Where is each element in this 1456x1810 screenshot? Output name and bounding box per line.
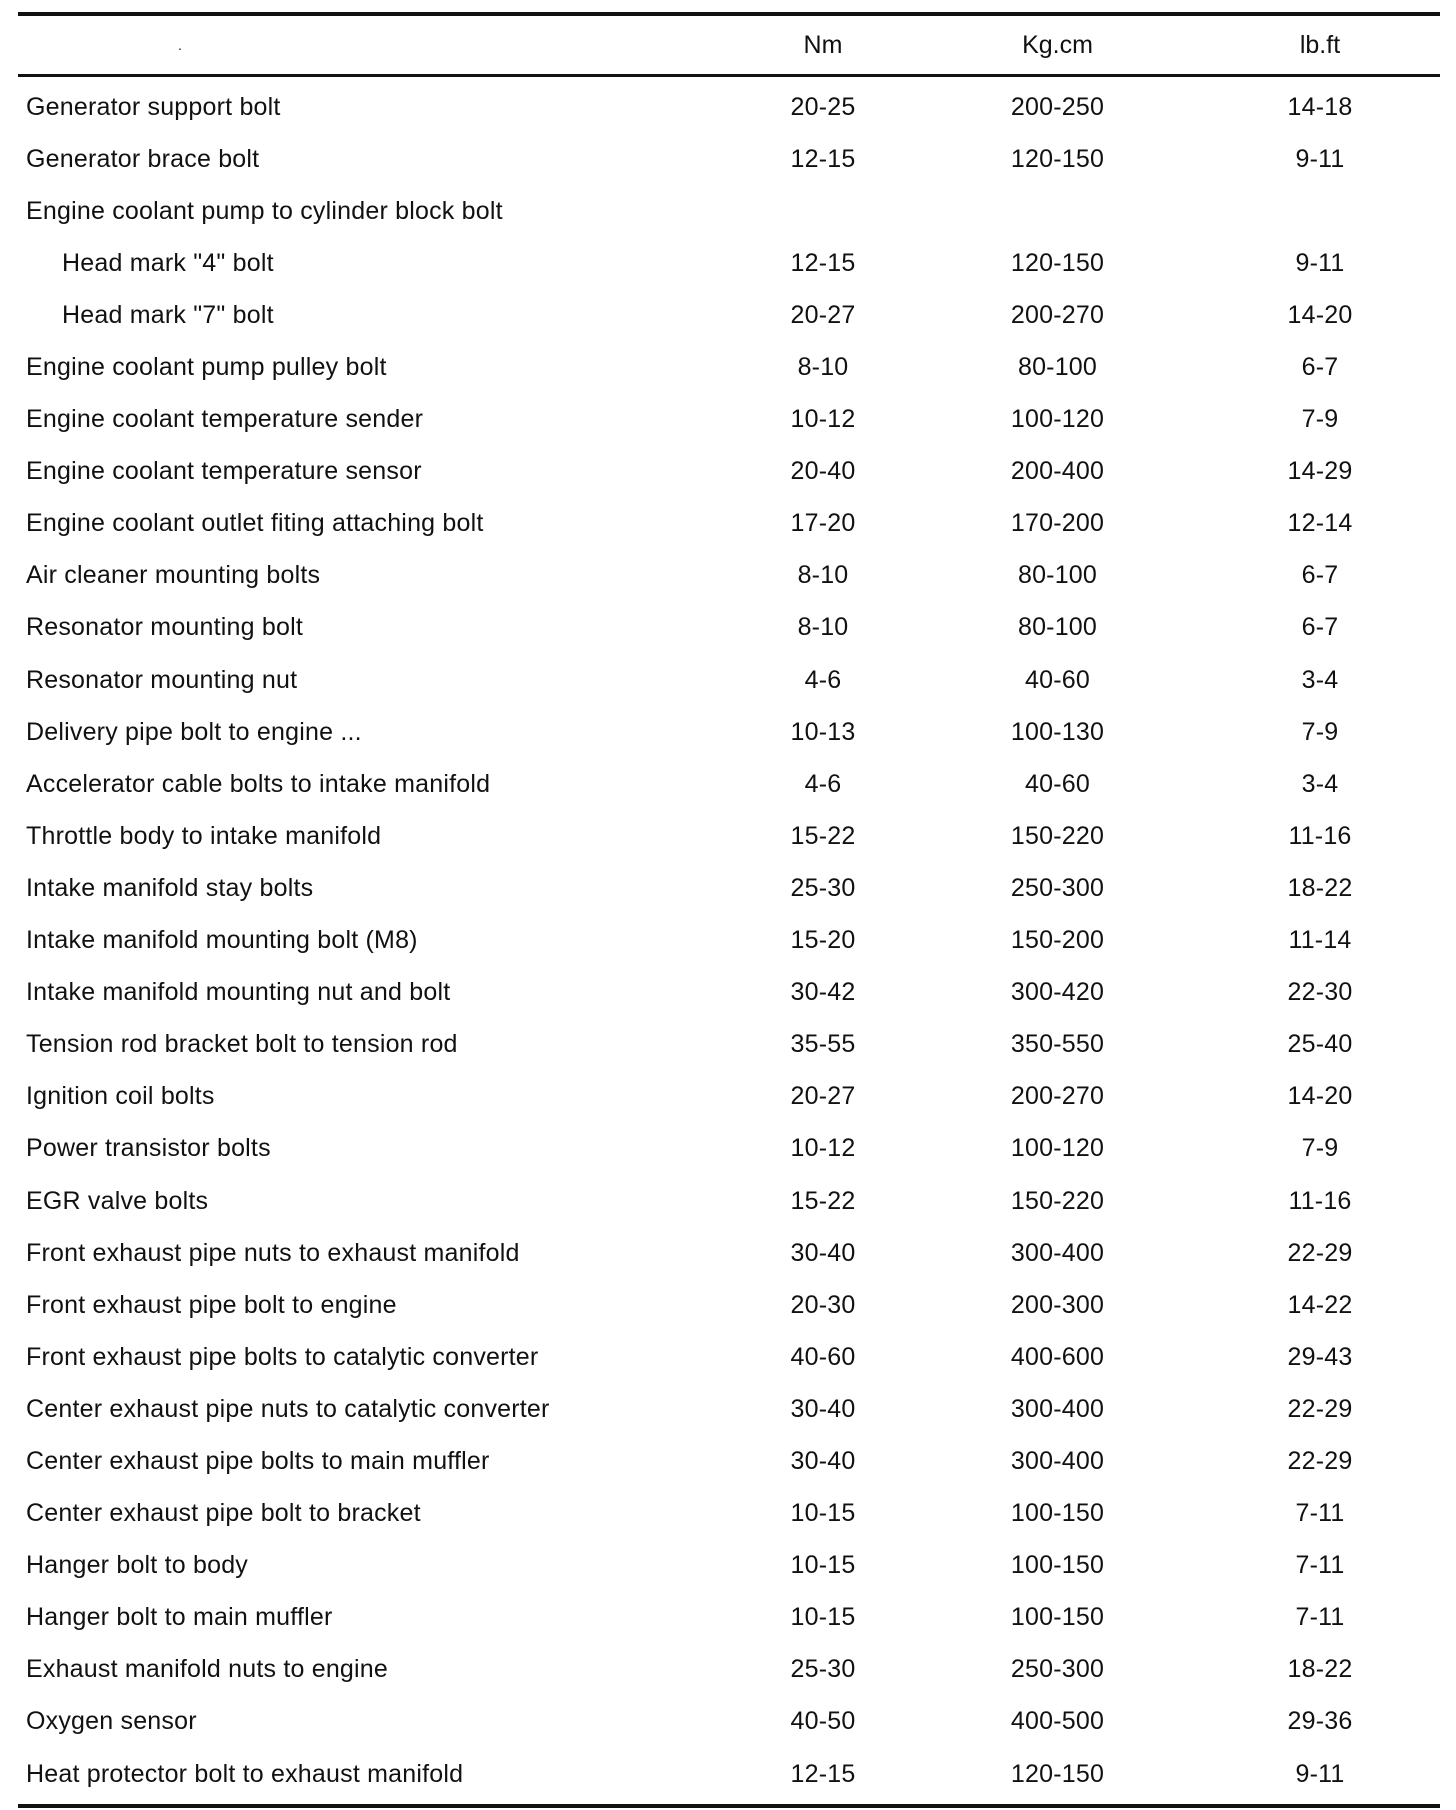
row-label: Intake manifold mounting bolt (M8) xyxy=(26,926,418,955)
value-kgcm: 200-300 xyxy=(1010,1290,1105,1319)
row-label: Center exhaust pipe bolts to main muffler xyxy=(26,1446,490,1475)
row-label: Exhaust manifold nuts to engine xyxy=(26,1655,388,1684)
value-lbft: 6-7 xyxy=(1301,561,1339,590)
table-row xyxy=(18,1435,1440,1487)
value-nm: 20-27 xyxy=(790,300,856,329)
table-row xyxy=(18,1748,1440,1800)
value-nm: 20-27 xyxy=(790,1082,856,1111)
value-nm: 8-10 xyxy=(797,613,849,642)
value-kgcm: 40-60 xyxy=(1025,769,1090,798)
value-nm: 30-42 xyxy=(790,978,856,1007)
value-kgcm: 250-300 xyxy=(1010,873,1105,902)
row-label: Resonator mounting bolt xyxy=(26,613,303,642)
value-lbft: 18-22 xyxy=(1287,1655,1353,1684)
value-nm: 4-6 xyxy=(804,665,842,694)
table-row xyxy=(18,81,1440,133)
value-kgcm: 400-500 xyxy=(1010,1707,1105,1736)
value-nm: 30-40 xyxy=(790,1238,856,1267)
table-row xyxy=(18,1383,1440,1435)
value-lbft: 14-20 xyxy=(1287,300,1353,329)
table-row xyxy=(18,1540,1440,1592)
value-lbft: 7-9 xyxy=(1301,1134,1339,1163)
value-nm: 15-20 xyxy=(790,926,856,955)
table-row xyxy=(18,758,1440,810)
value-lbft: 25-40 xyxy=(1287,1030,1353,1059)
value-lbft: 3-4 xyxy=(1301,769,1339,798)
table-row xyxy=(18,967,1440,1019)
row-label: Hanger bolt to main muffler xyxy=(26,1603,333,1632)
value-kgcm: 300-400 xyxy=(1010,1238,1105,1267)
value-lbft: 22-30 xyxy=(1287,978,1353,1007)
value-kgcm: 200-400 xyxy=(1010,457,1105,486)
row-label: Engine coolant temperature sender xyxy=(26,405,424,434)
value-kgcm: 300-400 xyxy=(1010,1446,1105,1475)
value-nm: 20-40 xyxy=(790,457,856,486)
value-lbft: 14-20 xyxy=(1287,1082,1353,1111)
row-label: Head mark "7" bolt xyxy=(62,300,274,329)
value-kgcm: 80-100 xyxy=(1017,353,1098,382)
value-kgcm: 350-550 xyxy=(1010,1030,1105,1059)
table-row xyxy=(18,862,1440,914)
value-lbft: 11-16 xyxy=(1288,1186,1352,1215)
row-label: Heat protector bolt to exhaust manifold xyxy=(26,1759,464,1788)
header-nm: Nm xyxy=(803,30,843,59)
row-label: Accelerator cable bolts to intake manifold xyxy=(26,769,491,798)
value-nm: 10-15 xyxy=(790,1551,856,1580)
value-kgcm: 100-150 xyxy=(1010,1499,1105,1528)
value-lbft: 7-11 xyxy=(1295,1499,1345,1528)
value-kgcm: 150-220 xyxy=(1010,1186,1105,1215)
value-lbft: 9-11 xyxy=(1295,248,1345,277)
value-nm: 17-20 xyxy=(790,509,856,538)
table-row xyxy=(18,1644,1440,1696)
value-nm: 40-60 xyxy=(790,1342,856,1371)
value-nm: 12-15 xyxy=(790,248,856,277)
row-label: Generator support bolt xyxy=(26,92,281,121)
table-row xyxy=(18,1279,1440,1331)
row-label: Engine coolant outlet fiting attaching bolt xyxy=(26,509,484,538)
value-nm: 40-50 xyxy=(790,1707,856,1736)
value-nm: 8-10 xyxy=(797,353,849,382)
value-kgcm: 100-120 xyxy=(1010,405,1105,434)
value-nm: 25-30 xyxy=(790,1655,856,1684)
value-nm: 10-15 xyxy=(790,1603,856,1632)
row-label: Engine coolant pump pulley bolt xyxy=(26,353,387,382)
value-kgcm: 200-270 xyxy=(1010,1082,1105,1111)
table-row xyxy=(18,1331,1440,1383)
table-row xyxy=(18,446,1440,498)
row-label: Hanger bolt to body xyxy=(26,1551,249,1580)
value-nm: 30-40 xyxy=(790,1446,856,1475)
value-nm: 15-22 xyxy=(790,1186,856,1215)
value-kgcm: 150-200 xyxy=(1010,926,1105,955)
value-nm: 25-30 xyxy=(790,873,856,902)
table-row xyxy=(18,602,1440,654)
table-header xyxy=(18,16,1440,74)
row-label: Intake manifold stay bolts xyxy=(26,873,314,902)
table-row xyxy=(18,289,1440,341)
row-label: Power transistor bolts xyxy=(26,1134,271,1163)
table-row xyxy=(18,394,1440,446)
torque-spec-table xyxy=(18,12,1440,1808)
value-lbft: 9-11 xyxy=(1295,1759,1345,1788)
value-nm: 4-6 xyxy=(804,769,842,798)
value-nm: 30-40 xyxy=(790,1394,856,1423)
table-row xyxy=(18,1696,1440,1748)
row-label: Ignition coil bolts xyxy=(26,1082,215,1111)
value-kgcm: 100-120 xyxy=(1010,1134,1105,1163)
row-label: Intake manifold mounting nut and bolt xyxy=(26,978,451,1007)
value-lbft: 14-22 xyxy=(1287,1290,1353,1319)
value-lbft: 29-43 xyxy=(1287,1342,1353,1371)
table-body xyxy=(18,77,1440,1800)
value-nm: 10-13 xyxy=(790,717,856,746)
value-kgcm: 200-270 xyxy=(1010,300,1105,329)
row-label: Oxygen sensor xyxy=(26,1707,197,1736)
row-label: Engine coolant temperature sensor xyxy=(26,457,422,486)
row-label: Throttle body to intake manifold xyxy=(26,821,382,850)
header-mark: . xyxy=(178,37,182,53)
value-lbft: 22-29 xyxy=(1287,1238,1353,1267)
row-label: Tension rod bracket bolt to tension rod xyxy=(26,1030,458,1059)
value-lbft: 29-36 xyxy=(1287,1707,1353,1736)
value-kgcm: 80-100 xyxy=(1017,613,1098,642)
value-lbft: 12-14 xyxy=(1287,509,1353,538)
value-nm: 10-12 xyxy=(790,1134,856,1163)
value-lbft: 11-14 xyxy=(1288,926,1352,955)
value-lbft: 6-7 xyxy=(1301,613,1339,642)
value-nm: 10-15 xyxy=(790,1499,856,1528)
row-label: Resonator mounting nut xyxy=(26,665,298,694)
row-label: Front exhaust pipe bolts to catalytic converter xyxy=(26,1342,539,1371)
table-row xyxy=(18,1227,1440,1279)
value-lbft: 18-22 xyxy=(1287,873,1353,902)
table-row xyxy=(18,341,1440,393)
table-row xyxy=(18,237,1440,289)
bottom-rule xyxy=(18,1804,1440,1808)
value-kgcm: 170-200 xyxy=(1010,509,1105,538)
row-label: Front exhaust pipe bolt to engine xyxy=(26,1290,397,1319)
value-lbft: 7-11 xyxy=(1295,1603,1345,1632)
value-kgcm: 250-300 xyxy=(1010,1655,1105,1684)
value-lbft: 7-9 xyxy=(1301,717,1339,746)
value-kgcm: 100-130 xyxy=(1010,717,1105,746)
value-nm: 10-12 xyxy=(790,405,856,434)
value-nm: 20-25 xyxy=(790,92,856,121)
row-label: Center exhaust pipe nuts to catalytic converter xyxy=(26,1394,550,1423)
table-row xyxy=(18,810,1440,862)
table-row xyxy=(18,1175,1440,1227)
value-nm: 15-22 xyxy=(790,821,856,850)
row-label: EGR valve bolts xyxy=(26,1186,209,1215)
table-row xyxy=(18,1123,1440,1175)
row-label: Delivery pipe bolt to engine ... xyxy=(26,717,362,746)
header-kgcm: Kg.cm xyxy=(1022,30,1093,59)
value-nm: 12-15 xyxy=(790,1759,856,1788)
table-row xyxy=(18,654,1440,706)
value-kgcm: 120-150 xyxy=(1010,248,1105,277)
value-lbft: 7-11 xyxy=(1295,1551,1345,1580)
value-kgcm: 100-150 xyxy=(1010,1551,1105,1580)
row-label: Front exhaust pipe nuts to exhaust manifold xyxy=(26,1238,520,1267)
value-lbft: 11-16 xyxy=(1288,821,1352,850)
table-row xyxy=(18,1592,1440,1644)
value-lbft: 3-4 xyxy=(1301,665,1339,694)
row-label: Air cleaner mounting bolts xyxy=(26,561,321,590)
header-lbft: lb.ft xyxy=(1299,30,1341,59)
table-row xyxy=(18,185,1440,237)
value-lbft: 9-11 xyxy=(1295,144,1345,173)
value-nm: 8-10 xyxy=(797,561,849,590)
table-row xyxy=(18,706,1440,758)
value-lbft: 6-7 xyxy=(1301,353,1339,382)
value-lbft: 14-18 xyxy=(1287,92,1353,121)
table-row xyxy=(18,915,1440,967)
value-lbft: 22-29 xyxy=(1287,1446,1353,1475)
value-nm: 12-15 xyxy=(790,144,856,173)
value-lbft: 22-29 xyxy=(1287,1394,1353,1423)
table-row xyxy=(18,1019,1440,1071)
table-row xyxy=(18,1071,1440,1123)
row-label: Head mark "4" bolt xyxy=(62,248,274,277)
value-kgcm: 100-150 xyxy=(1010,1603,1105,1632)
value-kgcm: 300-400 xyxy=(1010,1394,1105,1423)
table-row xyxy=(18,550,1440,602)
row-label: Center exhaust pipe bolt to bracket xyxy=(26,1499,421,1528)
value-lbft: 14-29 xyxy=(1287,457,1353,486)
value-kgcm: 120-150 xyxy=(1010,1759,1105,1788)
value-kgcm: 400-600 xyxy=(1010,1342,1105,1371)
value-kgcm: 40-60 xyxy=(1025,665,1090,694)
row-label: Engine coolant pump to cylinder block bolt xyxy=(26,196,503,225)
table-row xyxy=(18,1488,1440,1540)
row-label: Generator brace bolt xyxy=(26,144,260,173)
value-kgcm: 200-250 xyxy=(1010,92,1105,121)
value-kgcm: 120-150 xyxy=(1010,144,1105,173)
value-nm: 35-55 xyxy=(790,1030,856,1059)
table-row xyxy=(18,133,1440,185)
value-lbft: 7-9 xyxy=(1301,405,1339,434)
table-row xyxy=(18,498,1440,550)
value-kgcm: 150-220 xyxy=(1010,821,1105,850)
value-kgcm: 300-420 xyxy=(1010,978,1105,1007)
value-nm: 20-30 xyxy=(790,1290,856,1319)
value-kgcm: 80-100 xyxy=(1017,561,1098,590)
